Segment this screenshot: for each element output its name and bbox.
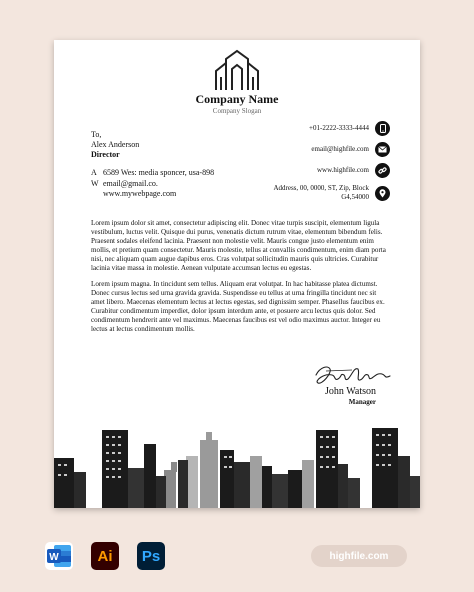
phone-icon [375,121,390,136]
map-pin-icon [375,186,390,201]
recipient-role: Director [91,150,120,159]
photoshop-letter: Ps [141,547,161,565]
address-line-1: Address, 00, 0000, ST, Zip, Block [273,184,369,192]
sender-email: email@gmail.co. [103,178,158,188]
website-text: www.highfile.com [316,166,369,174]
envelope-icon [375,142,390,157]
sender-address-block [91,168,214,200]
signer-name: John Watson [325,386,376,397]
building-logo-icon [214,49,260,91]
recipient-block [91,130,139,160]
sender-website: www.mywebpage.com [103,189,177,198]
web-letter: W [91,178,99,188]
contact-email [220,142,390,157]
address-letter: A [91,168,97,177]
contact-phone [220,121,390,136]
address-line-2: G4,54000 [341,193,369,201]
letterhead-page [54,40,420,508]
body-paragraph-2: Lorem ipsum magna. In tincidunt sem tellus. Aliquam erat volutpat. In hac habitasse platea dictumst. Donec cursus lectus sed urna gravida gravida. Suspendisse eu tellus at urna fringilla tincidunt nec sit amet libero. Maecenas elementum lectus at lectus egestas, sed dignissim semper. Phasellus faucibus ex. Curabitur condimentum imperdiet, dolor ipsum interdum ante, et posuere arcu lectus quis dolor. Sed condimentum hendrerit ante vel maximus. Maecenas faucibus est vel odio maximus auctor. Integer eu lectus at lectus condimentum mollis. [91,279,385,334]
word-letter: W [49,552,59,563]
contact-list [220,121,390,208]
letter-body [91,219,387,340]
photoshop-icon[interactable] [137,542,165,570]
body-paragraph-1: Lorem ipsum dolor sit amet, consectetur adipiscing elit. Donec vitae turpis suscipit, elementum ligula vestibulum, luctus velit. Quisque dui purus, venenatis dictum rutrum vitae, elementum bibendum felis. Praesent sodales eleifend lacinia. Praesent non molestie velit. Mauris congue justo elementum enim mollis, et pretium quam consectetur. Mauris molestie, tellus at convallis condimentum, enim diam porta nisi, nec aliquam quam augue dapibus eros. Cras volutpat sollicitudin mauris quis ultricies. Curabitur lacinia vitae massa in molestie. Aenean vulputate accumsan lectus eu egestas. [91,219,386,273]
illustrator-icon[interactable] [91,542,119,570]
recipient-name: Alex Anderson [91,140,140,149]
link-icon [375,163,390,178]
signer-title: Manager [348,398,376,406]
phone-text: +01-2222-3333-4444 [309,124,369,132]
sender-address: 6589 Wes: media sponcer, usa-898 [103,168,215,177]
email-text: email@highfile.com [311,145,369,153]
word-icon[interactable] [45,542,73,570]
highfile-badge[interactable]: highfile.com [311,545,407,567]
city-skyline-illustration [54,426,420,508]
contact-website [220,163,390,178]
to-label: To, [91,130,102,139]
company-name: Company Name [195,92,279,106]
app-icons [45,542,165,570]
contact-address [220,184,390,202]
company-slogan: Company Slogan [212,107,262,115]
address-text [273,184,369,202]
illustrator-letter: Ai [97,547,113,565]
